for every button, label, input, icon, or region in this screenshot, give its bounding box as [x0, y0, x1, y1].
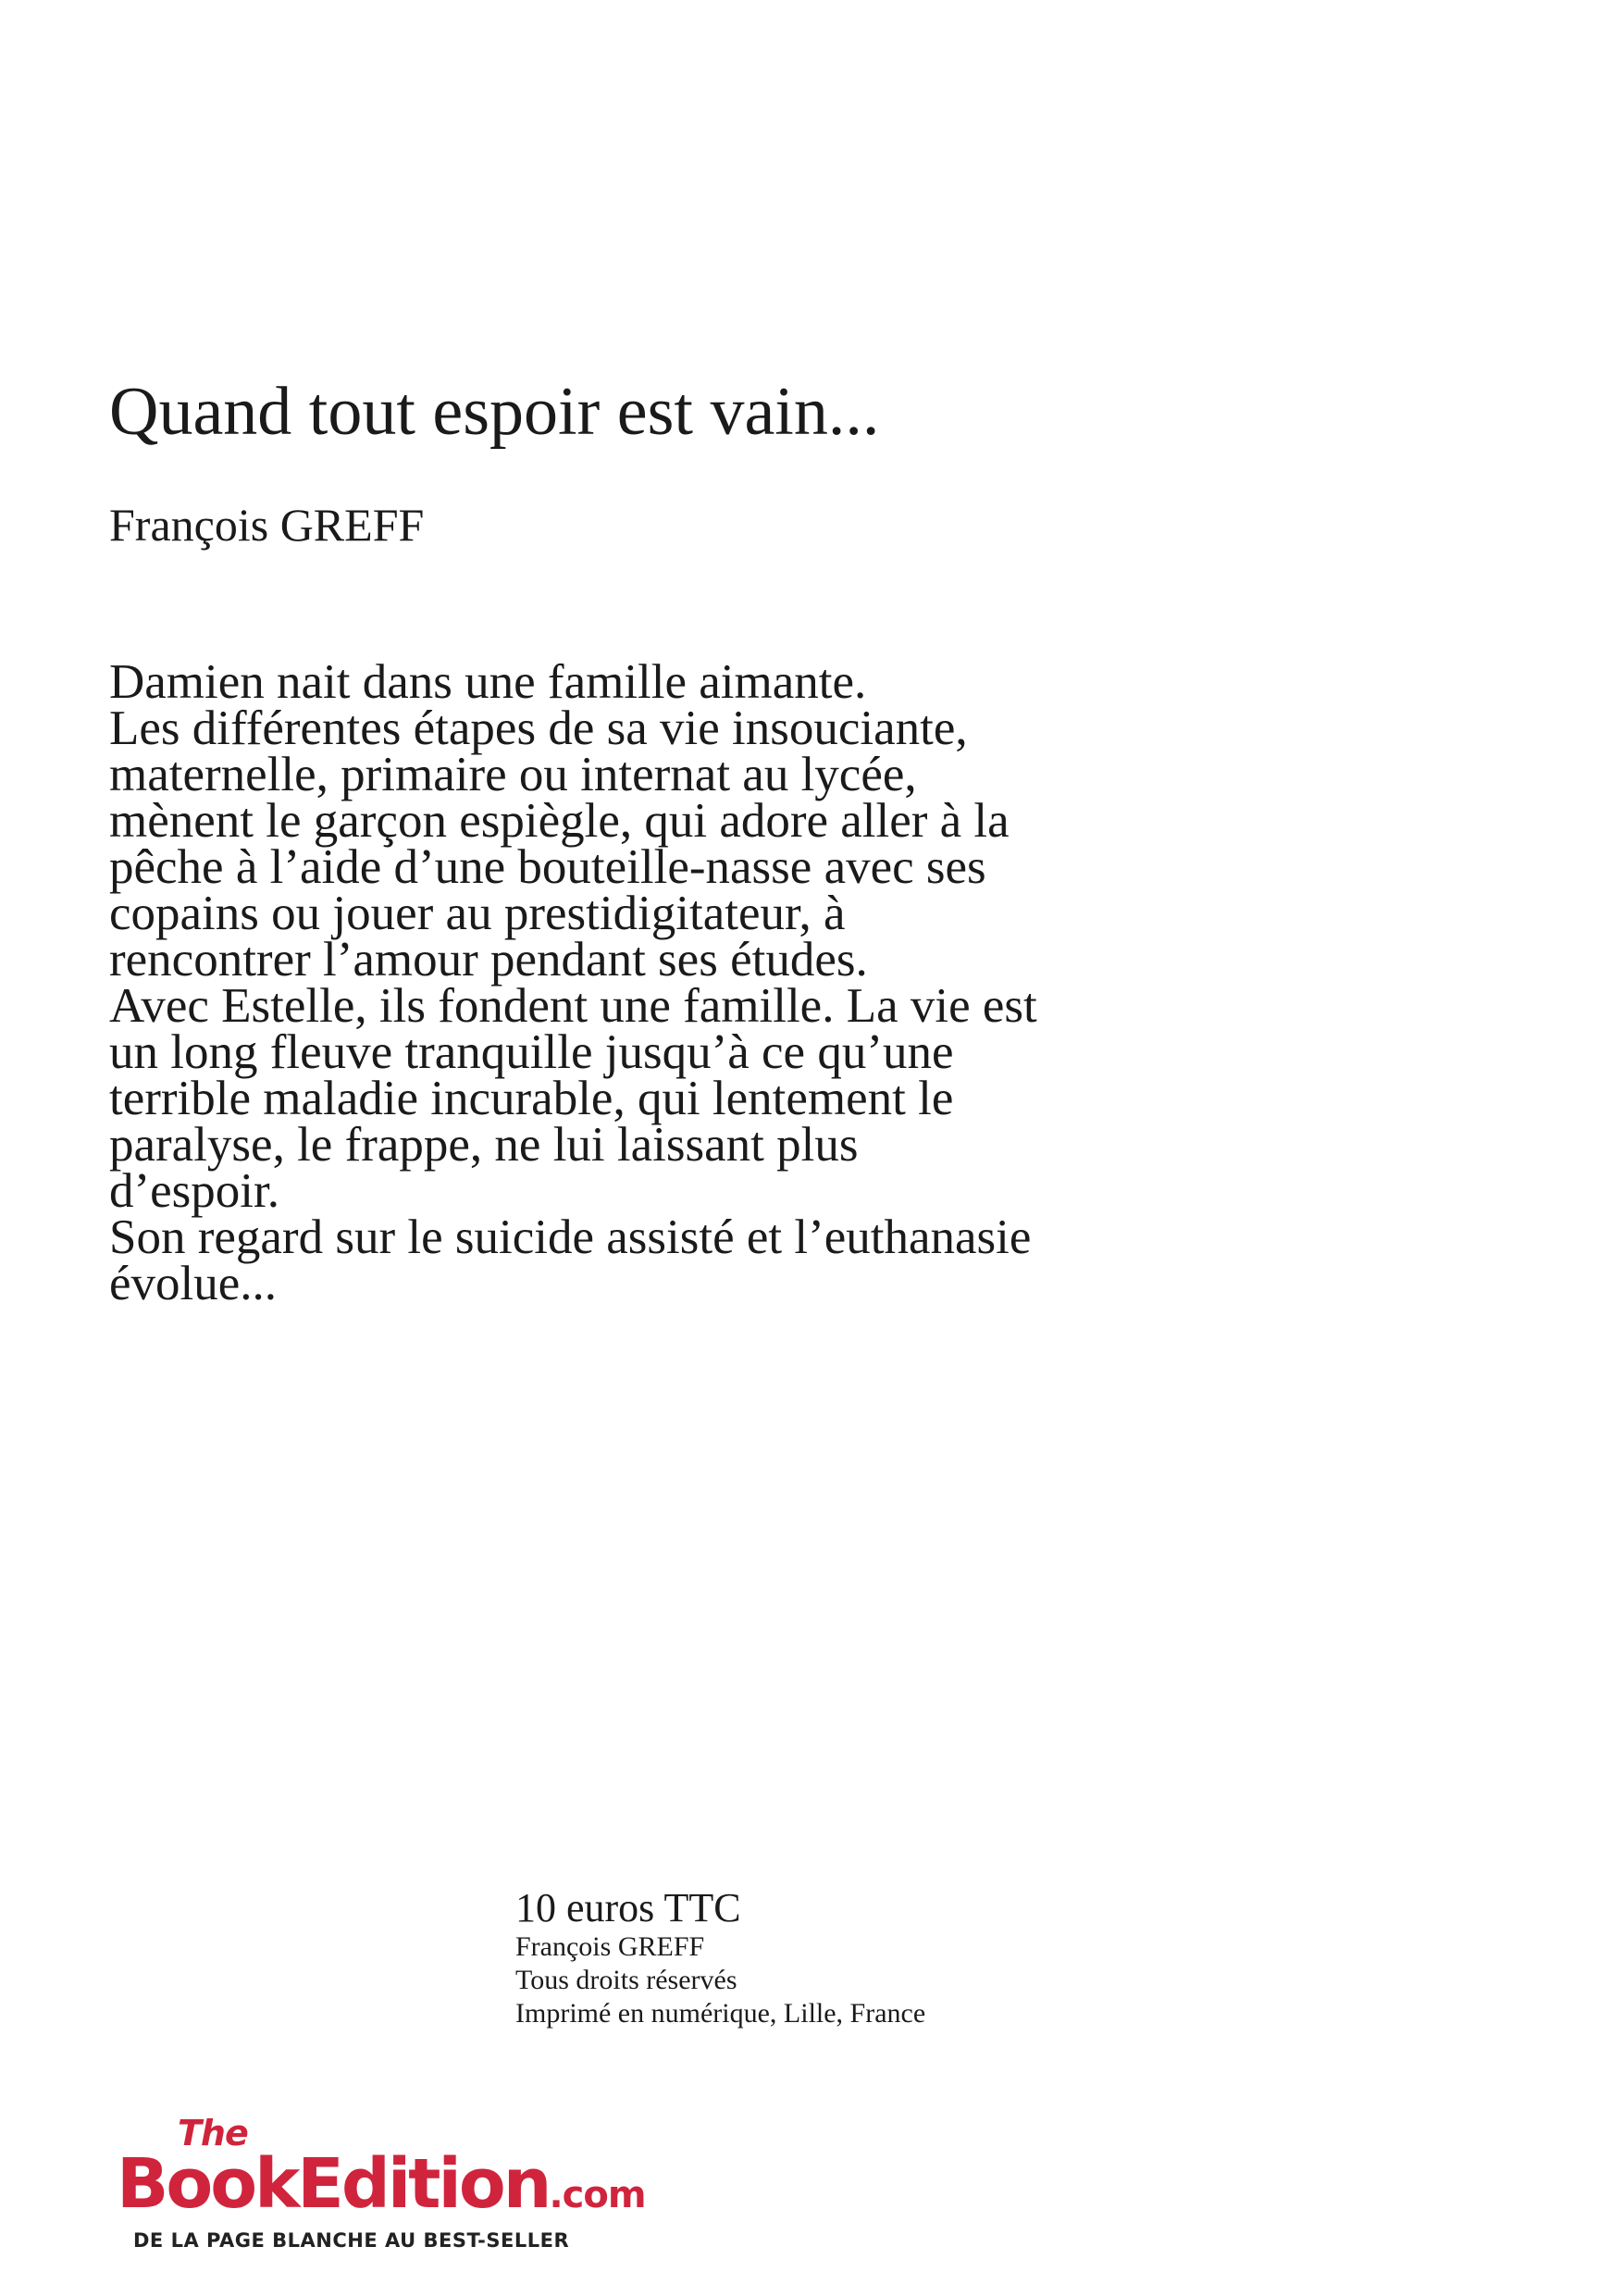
synopsis-line: Les différentes étapes de sa vie insouciante, [109, 701, 968, 755]
synopsis-line: paralyse, le frappe, ne lui laissant plus [109, 1118, 859, 1172]
synopsis-line: Avec Estelle, ils fondent une famille. La vie est [109, 979, 1037, 1033]
price: 10 euros TTC [515, 1885, 741, 1930]
synopsis-line: terrible maladie incurable, qui lentement le [109, 1072, 954, 1125]
synopsis-line: Son regard sur le suicide assisté et l’euthanasie [109, 1210, 1032, 1264]
book-author: François GREFF [109, 499, 425, 551]
imprint-block [515, 1886, 925, 2030]
synopsis-line: évolue... [109, 1257, 278, 1310]
book-title: Quand tout espoir est vain... [109, 374, 880, 450]
synopsis-line: copains ou jouer au prestidigitateur, à [109, 887, 846, 940]
logo-name: BookEdition [117, 2144, 550, 2224]
synopsis-line: maternelle, primaire ou internat au lycée, [109, 748, 917, 801]
synopsis [109, 655, 1275, 1310]
imprint-rights: Tous droits réservés [515, 1965, 737, 1996]
publisher-logo [117, 2113, 672, 2252]
imprint-printed: Imprimé en numérique, Lille, France [515, 1998, 926, 2029]
synopsis-line: pêche à l’aide d’une bouteille-nasse avec ses [109, 840, 986, 894]
imprint-author: François GREFF [515, 1931, 705, 1963]
synopsis-line: mènent le garçon espiègle, qui adore aller à la [109, 794, 1010, 848]
synopsis-line: rencontrer l’amour pendant ses études. [109, 933, 868, 987]
synopsis-line: d’espoir. [109, 1164, 279, 1218]
synopsis-line: Damien nait dans une famille aimante. [109, 655, 867, 709]
synopsis-line: un long fleuve tranquille jusqu’à ce qu’une [109, 1025, 954, 1079]
logo-tagline: DE LA PAGE BLANCHE AU BEST-SELLER [133, 2229, 570, 2252]
logo-wordmark [117, 2144, 646, 2224]
logo-domain: .com [549, 2174, 646, 2216]
logo-the: The [178, 2113, 248, 2153]
